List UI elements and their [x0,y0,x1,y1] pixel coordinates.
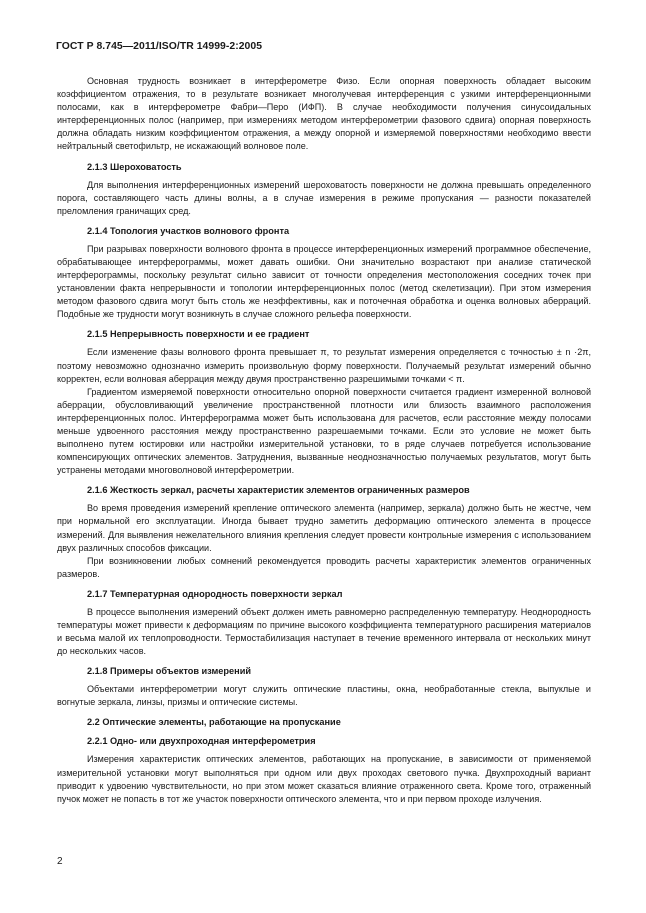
section-heading: 2.1.5 Непрерывность поверхности и ее градиент [87,329,310,340]
section-heading: 2.2 Оптические элементы, работающие на пропускание [87,717,341,728]
section-heading: 2.1.3 Шероховатость [87,161,182,172]
page-number: 2 [57,856,63,867]
paragraph: Во время проведения измерений крепление оптического элемента (например, зеркала) должно быть не жестче, чем при нормальной его эксплуатации. Иногда бывает трудно заметить деформацию оптического элемента в процессе измерений. Для выявления нежелательного влияния крепления следует провести контрольные измерения с использованием двух различных способов фиксации. [57,503,591,553]
document-body [57,75,591,806]
document-header: ГОСТ Р 8.745—2011/ISO/TR 14999-2:2005 [56,41,263,52]
section-heading: 2.1.6 Жесткость зеркал, расчеты характеристик элементов ограниченных размеров [87,485,470,496]
paragraph: Градиентом измеряемой поверхности относительно опорной поверхности считается градиент измеренной волновой аберрации, обусловливающий увеличение пространственной плотности или близость взаимного расположения интерференционных полос. Интерферограмма может быть использована для расчетов, если расстояние между полосами меньше удвоенного расстояния между пространственно разрешаемыми точками. Если это условие не может быть выполнено путем юстировки или настройки измерительной установки, то в ряде случаев потребуется использование компенсирующих оптических элементов. Затруднения, вызванные неоднозначностью получаемых результатов, могут быть устранены методами многоволновой интерферометрии. [57,386,591,476]
paragraph: Объектами интерферометрии могут служить оптические пластины, окна, необработанные стекла, выпуклые и вогнутые зеркала, линзы, призмы и оптические системы. [57,684,591,708]
paragraph: Основная трудность возникает в интерферометре Физо. Если опорная поверхность обладает высоким коэффициентом отражения, то в результате возникает многолучевая интерференция с узкими интерференционными полосами, как в интерферометре Фабри—Перо (ИФП). В случае необходимости получения синусоидальных интерференционных полос (например, при измерениях методом интерферометрии фазового сдвига) опорная поверхность должна обладать низким коэффициентом отражения, а между опорной и измеряемой поверхностями необходимо ввести нейтральный светофильтр, не искажающий волновое поле. [57,76,591,152]
paragraph: При разрывах поверхности волнового фронта в процессе интерференционных измерений программное обеспечение, обрабатывающее интерферограммы, может давать ошибки. Они значительно возрастают при анализе статической интерферограммы, поскольку результат сильно зависит от точности определения местоположения соседних точек при установлении факта непрерывности и топологии интерференционных полос (метод скелетизации). При этом измерения методом фазового сдвига могут быть столь же неэффективны, как и поточечная обработка и оценка волновых аберраций. Подобные же трудности могут возникнуть в случае сложного рельефа поверхности. [57,243,591,320]
section-heading: 2.1.4 Топология участков волнового фронта [87,225,290,236]
section-heading: 2.2.1 Одно- или двухпроходная интерферометрия [87,736,316,747]
section-heading: 2.1.7 Температурная однородность поверхности зеркал [87,588,343,599]
paragraph: Если изменение фазы волнового фронта превышает π, то результат измерения определяется с точностью ± n ·2π, поэтому невозможно однозначно измерить произвольную форму поверхности. Получаемый результат измерений обычно корректен, если волновая аберрация между двумя пространственно разрешимыми точками < π. [57,347,591,384]
paragraph: Измерения характеристик оптических элементов, работающих на пропускание, в зависимости от применяемой измерительной установки могут выполняться при одном или двух проходах светового пучка. Двухпроходный вариант приводит к удвоению чувствительности, но при этом может сказаться влияние отраженного света. Кроме того, отраженный пучок может не попасть в тот же участок поверхности оптического элемента, что и при первом проходе излучения. [57,754,591,804]
section-heading: 2.1.8 Примеры объектов измерений [87,666,251,677]
paragraph: Для выполнения интерференционных измерений шероховатость поверхности не должна превышать определенного порога, составляющего часть длины волны, а в случае измерения в режиме пропускания — разности показателей преломления граничащих сред. [57,179,591,216]
paragraph: В процессе выполнения измерений объект должен иметь равномерно распределенную температуру. Неоднородность температуры может привести к деформациям по причине высокого коэффициента температурного расширения материалов и весьма малой их теплопроводности. Термостабилизация наступает в течение временного интервала от нескольких минут до нескольких часов. [57,606,591,657]
paragraph: При возникновении любых сомнений рекомендуется проводить расчеты характеристик элементов ограниченных размеров. [57,555,591,579]
